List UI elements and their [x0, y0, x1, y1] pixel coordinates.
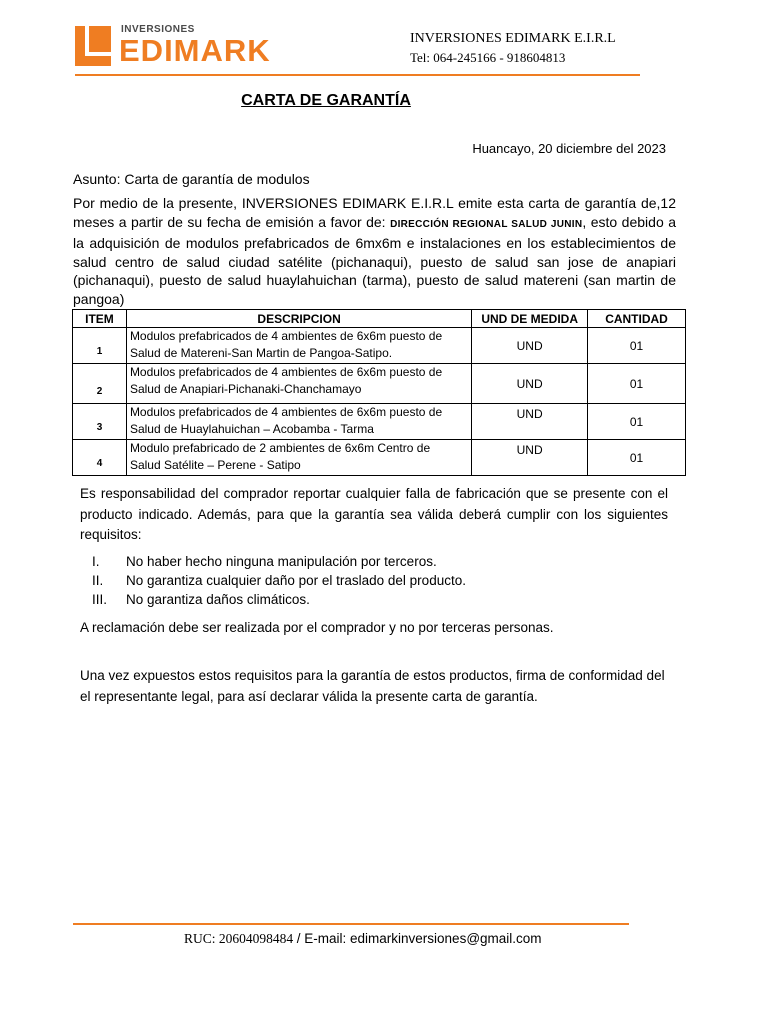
company-name: INVERSIONES EDIMARK E.I.R.L	[410, 31, 616, 46]
list-item-number: III.	[92, 592, 108, 607]
table-row	[73, 328, 686, 364]
row-quantity: 01	[588, 364, 686, 404]
row-item: 3	[73, 404, 127, 440]
row-quantity: 01	[588, 440, 686, 476]
header-und-medida: UND DE MEDIDA	[472, 310, 588, 328]
row-item: 1	[73, 328, 127, 364]
intro-text-before: Por medio de la presente, INVERSIONES EDIMARK E.I.R.L emite esta carta de garantía de,12 meses a partir de su fecha de emisión a favor de:	[73, 195, 676, 230]
logo-small-text: INVERSIONES	[121, 24, 195, 35]
row-item: 4	[73, 440, 127, 476]
footer	[184, 931, 542, 947]
intro-text-after: , esto debido a la adquisición de modulos prefabricados de 6mx6m e instalaciones en los establecimientos de salud centro de salud ciudad satélite (pichanaqui), puesto de salud san jose de anapiari (pichanaqui), puesto de salud huaylahuichan (tarma), puesto de salud matereni (san martin de pangoa)	[73, 213, 676, 307]
items-table	[72, 309, 686, 476]
list-item-number: I.	[92, 554, 100, 569]
row-description-line: Salud de Matereni-San Martin de Pangoa-Satipo.	[129, 346, 393, 360]
responsibility-paragraph: Es responsabilidad del comprador reportar cualquier falla de fabricación que se presente con el producto indicado. Además, para que la garantía sea válida deberá cumplir con los siguientes requisitos:	[80, 486, 668, 542]
row-description-line: Salud de Huaylahuichan – Acobamba - Tarma	[129, 422, 374, 436]
row-description	[126, 404, 471, 440]
row-description	[126, 328, 471, 364]
company-phone: Tel: 064-245166 - 918604813	[410, 50, 566, 65]
row-description	[126, 364, 471, 404]
document-date: Huancayo, 20 diciembre del 2023	[472, 141, 666, 156]
row-quantity: 01	[588, 404, 686, 440]
table-header-row	[73, 310, 686, 328]
row-unit: UND	[472, 440, 588, 476]
header-divider	[75, 74, 640, 76]
logo-big-text: EDIMARK	[119, 33, 271, 68]
logo-mark-icon	[75, 26, 111, 66]
row-description	[126, 440, 471, 476]
row-quantity: 01	[588, 328, 686, 364]
table-row	[73, 364, 686, 404]
row-description-line: Modulos prefabricados de 4 ambientes de 6x6m puesto de	[129, 405, 443, 419]
row-description-line: Salud Satélite – Perene - Satipo	[129, 458, 301, 472]
row-unit: UND	[472, 404, 588, 440]
row-unit: UND	[472, 364, 588, 404]
table-row	[73, 404, 686, 440]
header-item: ITEM	[73, 310, 127, 328]
row-description-line: Modulo prefabricado de 2 ambientes de 6x6m Centro de	[129, 441, 431, 455]
footer-email: / E-mail: edimarkinversiones@gmail.com	[296, 931, 542, 946]
footer-divider	[73, 923, 629, 925]
list-item-text: No garantiza cualquier daño por el traslado del producto.	[126, 573, 466, 588]
header-cantidad: CANTIDAD	[588, 310, 686, 328]
row-description-line: Modulos prefabricados de 4 ambientes de 6x6m puesto de	[129, 329, 443, 343]
row-item: 2	[73, 364, 127, 404]
intro-paragraph	[73, 194, 676, 309]
list-item-text: No garantiza daños climáticos.	[126, 592, 310, 607]
list-item-number: II.	[92, 573, 104, 588]
closing-paragraph: Una vez expuestos estos requisitos para la garantía de estos productos, firma de conformidad del el representante legal, para así declarar válida la presente carta de garantía.	[80, 668, 665, 704]
intro-beneficiary: DIRECCIÓN REGIONAL SALUD JUNIN	[390, 218, 583, 230]
row-unit: UND	[472, 328, 588, 364]
subject-line: Asunto: Carta de garantía de modulos	[73, 171, 310, 187]
row-description-line: Modulos prefabricados de 4 ambientes de 6x6m puesto de	[129, 365, 443, 379]
table-row	[73, 440, 686, 476]
company-logo	[75, 22, 295, 70]
claim-paragraph: A reclamación debe ser realizada por el comprador y no por terceras personas.	[80, 620, 554, 635]
header-descripcion: DESCRIPCION	[126, 310, 471, 328]
row-description-line: Salud de Anapiari-Pichanaki-Chanchamayo	[129, 382, 362, 396]
footer-ruc: RUC: 20604098484	[184, 931, 294, 946]
document-title: CARTA DE GARANTÍA	[241, 92, 411, 109]
list-item-text: No haber hecho ninguna manipulación por terceros.	[126, 554, 437, 569]
